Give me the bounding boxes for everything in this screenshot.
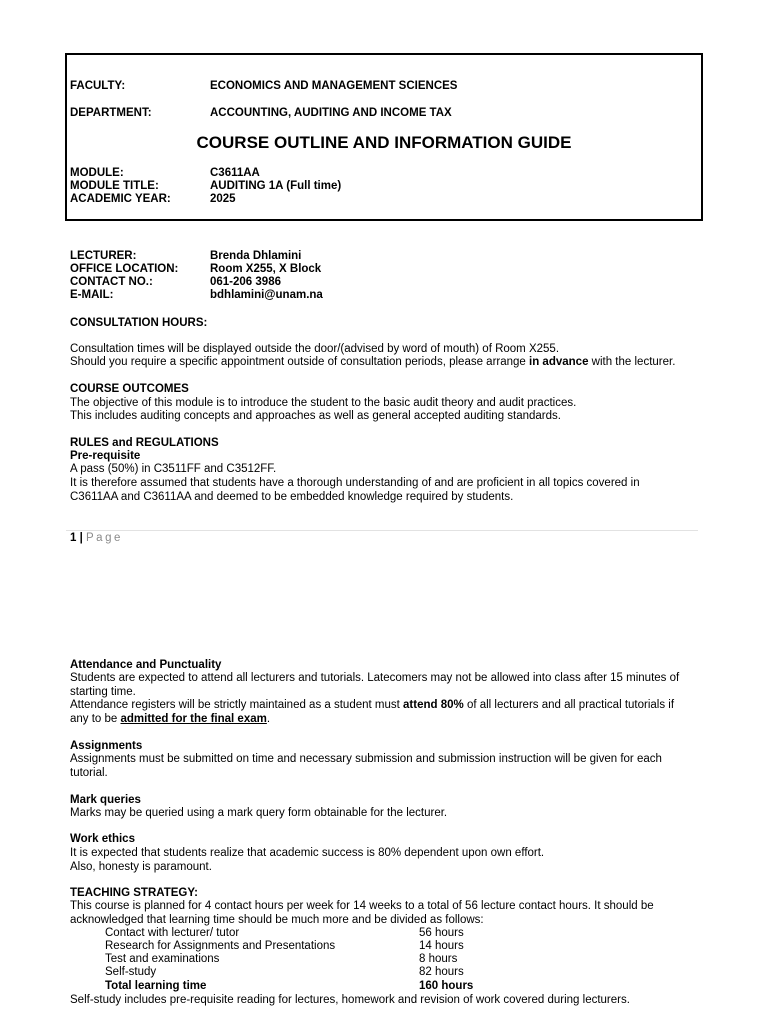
attendance-line-3-pre: Attendance registers will be strictly maintained as a student must	[70, 699, 404, 711]
consultation-line-1: Consultation times will be displayed outside the door/(advised by word of mouth) of Room X255.	[70, 343, 560, 355]
outcomes-line-2: This includes auditing concepts and approaches as well as general accepted auditing standards.	[70, 410, 561, 422]
email-value: bdhlamini@unam.na	[210, 289, 323, 301]
faculty-value: ECONOMICS AND MANAGEMENT SCIENCES	[210, 80, 458, 92]
module-title-label: MODULE TITLE:	[70, 180, 159, 192]
page-word: Page	[86, 532, 123, 544]
email-label: E-MAIL:	[70, 289, 114, 301]
faculty-label: FACULTY:	[70, 80, 126, 92]
rules-heading: RULES and REGULATIONS	[70, 437, 219, 449]
assignments-heading: Assignments	[70, 740, 143, 752]
teaching-heading: TEACHING STRATEGY:	[70, 887, 198, 899]
work-ethics-line-1: It is expected that students realize that academic success is 80% dependent upon own effort.	[70, 847, 545, 859]
work-ethics-heading: Work ethics	[70, 833, 135, 845]
learning-hours: 8 hours	[419, 953, 458, 965]
learning-activity: Self-study	[105, 966, 157, 978]
assignments-line-1: Assignments must be submitted on time and necessary submission and submission instruction will be given for each	[70, 753, 662, 765]
learning-hours: 56 hours	[419, 927, 464, 939]
learning-hours: 14 hours	[419, 940, 464, 952]
office-label: OFFICE LOCATION:	[70, 263, 179, 275]
assignments-line-2: tutorial.	[70, 767, 108, 779]
teaching-line-2: acknowledged that learning time should be much more and be divided as follows:	[70, 914, 484, 926]
module-label: MODULE:	[70, 167, 124, 179]
mark-queries-line-1: Marks may be queried using a mark query form obtainable for the lecturer.	[70, 807, 448, 819]
consultation-line-2	[70, 356, 675, 368]
learning-activity: Contact with lecturer/ tutor	[105, 927, 240, 939]
outcomes-heading: COURSE OUTCOMES	[70, 383, 189, 395]
contact-label: CONTACT NO.:	[70, 276, 153, 288]
work-ethics-line-2: Also, honesty is paramount.	[70, 861, 212, 873]
attendance-line-4-post: .	[266, 713, 271, 725]
rules-line-2: It is therefore assumed that students have a thorough understanding of and are proficient in all topics covered in	[70, 477, 640, 489]
department-value: ACCOUNTING, AUDITING AND INCOME TAX	[210, 107, 452, 119]
mark-queries-heading: Mark queries	[70, 794, 141, 806]
attendance-line-1: Students are expected to attend all lecturers and tutorials. Latecomers may not be allowed into class after 15 minutes of	[70, 672, 680, 684]
consultation-line-2-pre: Should you require a specific appointment outside of consultation periods, please arrange	[70, 356, 530, 368]
academic-year-label: ACADEMIC YEAR:	[70, 193, 171, 205]
module-value: C3611AA	[210, 167, 260, 179]
consultation-line-2-post: with the lecturer.	[588, 356, 676, 368]
attendance-line-4-bold: admitted for the final exam	[120, 713, 267, 725]
rules-line-1: A pass (50%) in C3511FF and C3512FF.	[70, 463, 277, 475]
attendance-line-3-bold: attend 80%	[403, 699, 464, 711]
page-footer	[70, 532, 123, 544]
attendance-heading: Attendance and Punctuality	[70, 659, 222, 671]
learning-activity: Research for Assignments and Presentations	[105, 940, 336, 952]
contact-value: 061-206 3986	[210, 276, 281, 288]
page-number: 1 |	[70, 532, 83, 544]
rules-line-3: C3611AA and C3611AA and deemed to be embedded knowledge required by students.	[70, 491, 514, 503]
lecturer-value: Brenda Dhlamini	[210, 250, 302, 262]
office-value: Room X255, X Block	[210, 263, 322, 275]
total-learning-value: 160 hours	[419, 980, 474, 992]
consultation-line-2-bold: in advance	[529, 356, 589, 368]
module-title-value: AUDITING 1A (Full time)	[210, 180, 342, 192]
outcomes-line-1: The objective of this module is to introduce the student to the basic audit theory and audit practices.	[70, 397, 577, 409]
teaching-line-1: This course is planned for 4 contact hours per week for 14 weeks to a total of 56 lecture contact hours. It should be	[70, 900, 654, 912]
total-learning-label: Total learning time	[105, 980, 207, 992]
footer-divider	[66, 530, 698, 531]
academic-year-value: 2025	[210, 193, 236, 205]
attendance-line-4	[70, 713, 270, 725]
prerequisite-heading: Pre-requisite	[70, 450, 141, 462]
document-title: COURSE OUTLINE AND INFORMATION GUIDE	[196, 133, 572, 152]
attendance-line-3-post: of all lecturers and all practical tutorials if	[463, 699, 675, 711]
learning-activity: Test and examinations	[105, 953, 220, 965]
attendance-line-4-pre: any to be	[70, 713, 121, 725]
department-label: DEPARTMENT:	[70, 107, 152, 119]
learning-hours: 82 hours	[419, 966, 464, 978]
consultation-heading: CONSULTATION HOURS:	[70, 317, 208, 329]
teaching-closing: Self-study includes pre-requisite reading for lectures, homework and revision of work covered during lecturers.	[70, 994, 630, 1006]
attendance-line-2: starting time.	[70, 686, 136, 698]
lecturer-label: LECTURER:	[70, 250, 137, 262]
attendance-line-3	[70, 699, 674, 711]
